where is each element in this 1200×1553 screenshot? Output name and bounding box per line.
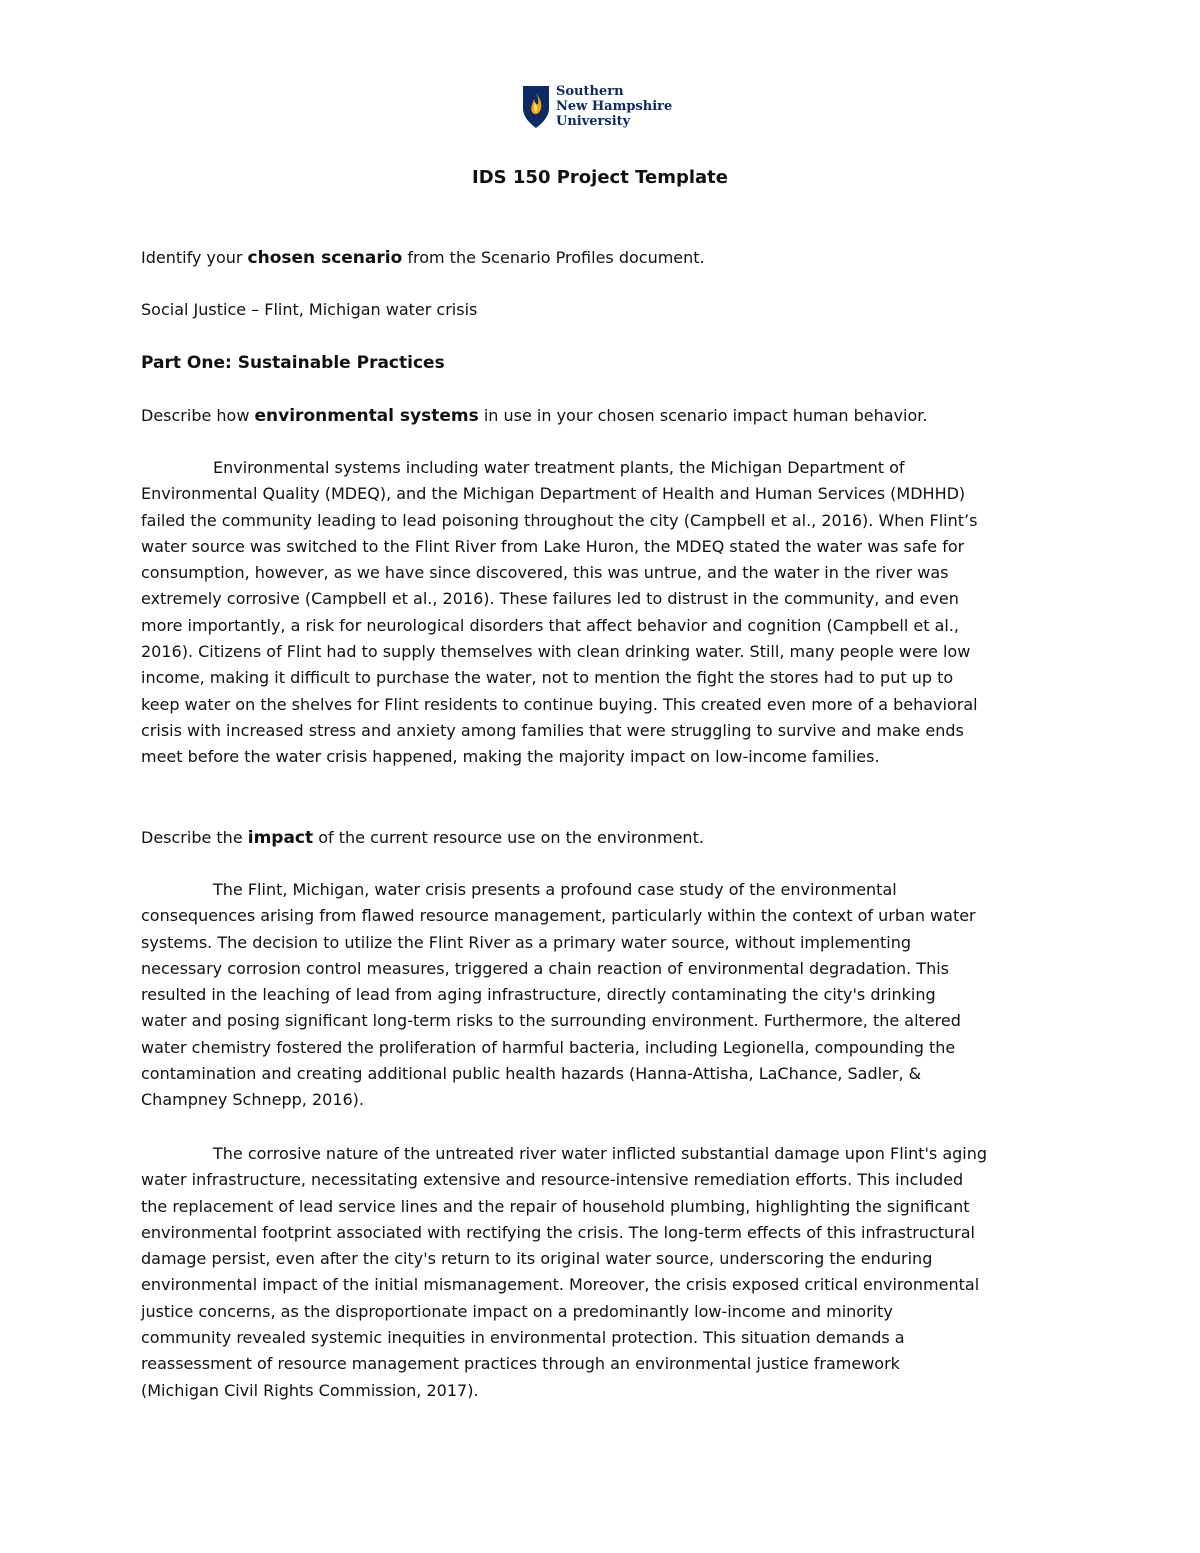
paragraph-line: consumption, however, as we have since discovered, this was untrue, and the water in the river was — [141, 563, 949, 583]
systems-prompt-before: Describe how — [141, 406, 255, 425]
paragraph-line: the replacement of lead service lines and the repair of household plumbing, highlighting the significant — [141, 1196, 970, 1216]
paragraph-line: justice concerns, as the disproportionate impact on a predominantly low-income and minority — [141, 1301, 893, 1321]
paragraph-line: reassessment of resource management practices through an environmental justice framework — [141, 1354, 900, 1374]
paragraph-infrastructure — [141, 1141, 1061, 1404]
document-title: IDS 150 Project Template — [472, 167, 728, 188]
logo-line-1: Southern — [556, 84, 624, 99]
paragraph-line: necessary corrosion control measures, triggered a chain reaction of environmental degradation. This — [141, 958, 949, 978]
scenario-answer: Social Justice – Flint, Michigan water crisis — [141, 300, 478, 319]
logo-line-3: University — [556, 114, 631, 129]
paragraph-line: water infrastructure, necessitating extensive and resource-intensive remediation efforts. This included — [141, 1170, 964, 1190]
scenario-prompt-after: from the Scenario Profiles document. — [402, 248, 705, 267]
systems-prompt-after: in use in your chosen scenario impact human behavior. — [478, 406, 928, 425]
paragraph-line: crisis with increased stress and anxiety among families that were struggling to survive and make ends — [141, 720, 964, 740]
paragraph-line: damage persist, even after the city's return to its original water source, underscoring the enduring — [141, 1249, 933, 1269]
paragraph-line: water source was switched to the Flint River from Lake Huron, the MDEQ stated the water was safe for — [141, 536, 965, 556]
paragraph-line: water and posing significant long-term risks to the surrounding environment. Furthermore, the altered — [141, 1011, 961, 1031]
paragraph-line: The Flint, Michigan, water crisis presents a profound case study of the environmental — [213, 880, 897, 899]
part-one-heading: Part One: Sustainable Practices — [141, 353, 445, 373]
paragraph-line: income, making it difficult to purchase the water, not to mention the fight the stores had to put up to — [141, 668, 954, 688]
paragraph-flint-crisis — [141, 877, 1061, 1114]
paragraph-line: Champney Schnepp, 2016). — [141, 1090, 365, 1110]
paragraph-line: resulted in the leaching of lead from aging infrastructure, directly contaminating the city's drinking — [141, 985, 936, 1005]
impact-prompt-after: of the current resource use on the environment. — [313, 828, 704, 847]
paragraph-line: systems. The decision to utilize the Flint River as a primary water source, without implementing — [141, 932, 912, 952]
paragraph-line: Environmental systems including water treatment plants, the Michigan Department of — [213, 458, 905, 477]
scenario-prompt — [141, 245, 1061, 271]
paragraph-line: The corrosive nature of the untreated river water inflicted substantial damage upon Flint's aging — [213, 1144, 988, 1163]
paragraph-line: more importantly, a risk for neurological disorders that affect behavior and cognition (Campbell et al., — [141, 615, 960, 635]
paragraph-line: consequences arising from flawed resource management, particularly within the context of urban water — [141, 906, 976, 926]
impact-prompt-bold: impact — [247, 828, 314, 848]
paragraph-line: extremely corrosive (Campbell et al., 2016). These failures led to distrust in the community, and even — [141, 589, 959, 609]
scenario-prompt-bold: chosen scenario — [247, 248, 403, 268]
university-logo — [521, 84, 691, 132]
paragraph-line: water chemistry fostered the proliferation of harmful bacteria, including Legionella, compounding the — [141, 1037, 956, 1057]
paragraph-line: 2016). Citizens of Flint had to supply themselves with clean drinking water. Still, many people were low — [141, 642, 971, 662]
paragraph-line: Environmental Quality (MDEQ), and the Michigan Department of Health and Human Services (MDHHD) — [141, 484, 966, 504]
paragraph-line: environmental footprint associated with rectifying the crisis. The long-term effects of this infrastructural — [141, 1222, 975, 1242]
paragraph-line: keep water on the shelves for Flint residents to continue buying. This created even more of a behavioral — [141, 694, 978, 714]
paragraph-line: failed the community leading to lead poisoning throughout the city (Campbell et al., 2016). When Flint’s — [141, 510, 978, 530]
shield-flame-icon — [521, 84, 551, 130]
impact-prompt-before: Describe the — [141, 828, 248, 847]
systems-prompt — [141, 403, 1061, 429]
paragraph-environmental-systems — [141, 455, 1061, 771]
scenario-prompt-before: Identify your — [141, 248, 248, 267]
logo-line-2: New Hampshire — [556, 99, 673, 114]
paragraph-line: meet before the water crisis happened, making the majority impact on low-income families. — [141, 747, 880, 767]
logo-wordmark — [556, 84, 672, 129]
paragraph-line: environmental impact of the initial mismanagement. Moreover, the crisis exposed critical environmental — [141, 1275, 980, 1295]
systems-prompt-bold: environmental systems — [254, 406, 479, 426]
impact-prompt — [141, 825, 1061, 851]
paragraph-line: community revealed systemic inequities in environmental protection. This situation demands a — [141, 1328, 905, 1348]
paragraph-line: contamination and creating additional public health hazards (Hanna-Attisha, LaChance, Sadler, & — [141, 1064, 922, 1084]
paragraph-line: (Michigan Civil Rights Commission, 2017). — [141, 1380, 479, 1400]
